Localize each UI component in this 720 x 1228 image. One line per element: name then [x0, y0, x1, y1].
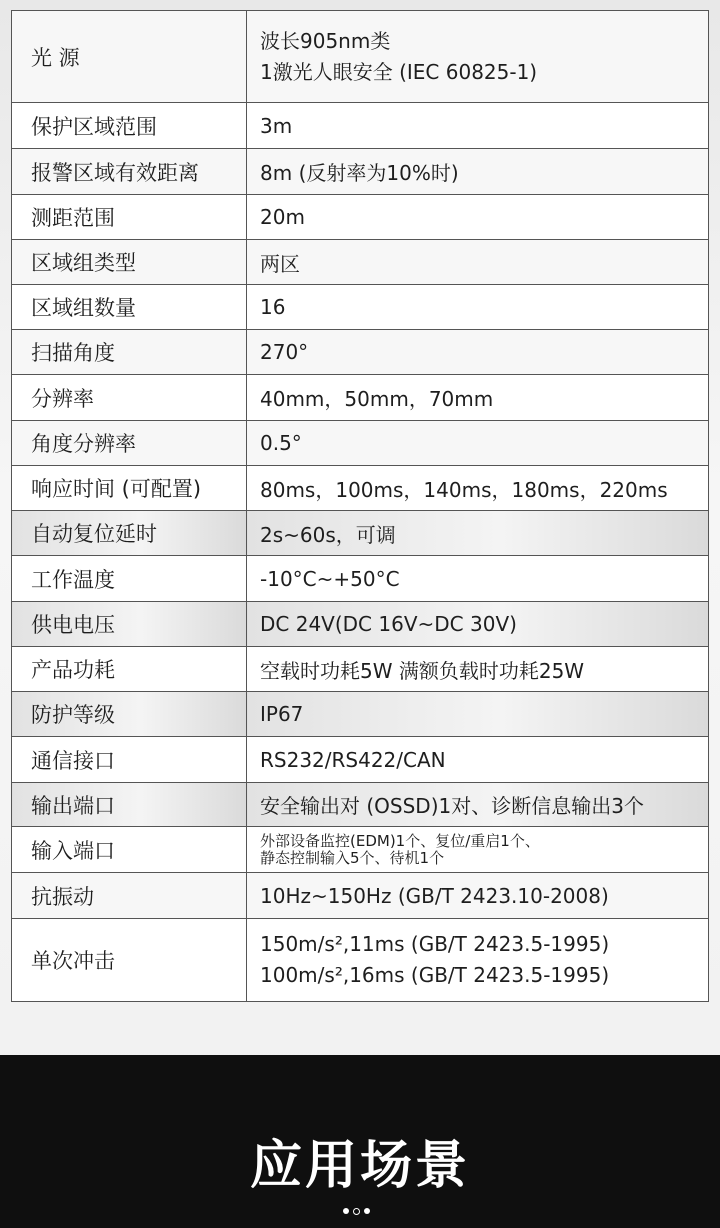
spec-row-alarm-distance: [12, 149, 709, 195]
spec-label: 报警区域有效距离: [12, 149, 247, 195]
spec-row-shock: [12, 919, 709, 1002]
spec-row-resolution: [12, 375, 709, 421]
spec-value: 3m: [247, 103, 709, 149]
spec-row-protection-class: [12, 692, 709, 737]
spec-label: 产品功耗: [12, 647, 247, 692]
spec-row-temperature: [12, 556, 709, 602]
spec-row-supply-voltage: [12, 602, 709, 647]
spec-label: 测距范围: [12, 195, 247, 240]
spec-value: -10°C~+50°C: [247, 556, 709, 602]
spec-row-response-time: [12, 466, 709, 511]
spec-value-line: 波长905nm类: [260, 28, 391, 53]
spec-value: 16: [247, 285, 709, 330]
spec-label: 单次冲击: [12, 919, 247, 1002]
spec-value: 270°: [247, 330, 709, 375]
banner-title: 应用场景: [249, 1136, 470, 1196]
spec-label: 扫描角度: [12, 330, 247, 375]
carousel-dot-icon[interactable]: [343, 1208, 349, 1214]
spec-row-light-source: [12, 11, 709, 103]
spec-label: 抗振动: [12, 873, 247, 919]
application-banner: [0, 1055, 720, 1228]
spec-row-vibration: [12, 873, 709, 919]
spec-value-line: 静态控制输入5个、待机1个: [260, 848, 445, 867]
spec-value: [247, 11, 709, 103]
spec-value-line: 外部设备监控(EDM)1个、复位/重启1个、: [260, 831, 540, 850]
spec-value-line: 100m/s²,16ms (GB/T 2423.5-1995): [260, 963, 610, 987]
spec-label: 通信接口: [12, 737, 247, 783]
spec-label: 响应时间 (可配置): [12, 466, 247, 511]
spec-row-zone-type: [12, 240, 709, 285]
spec-label: 防护等级: [12, 692, 247, 737]
spec-value: [247, 827, 709, 873]
spec-label: 输出端口: [12, 783, 247, 827]
spec-value: 两区: [247, 240, 709, 285]
carousel-dots: [343, 1205, 383, 1217]
spec-value: 8m (反射率为10%时): [247, 149, 709, 195]
spec-row-ranging: [12, 195, 709, 240]
spec-value: 空载时功耗5W 满额负载时功耗25W: [247, 647, 709, 692]
spec-label: 角度分辨率: [12, 421, 247, 466]
spec-row-auto-reset: [12, 511, 709, 556]
spec-value-line: 150m/s²,11ms (GB/T 2423.5-1995): [260, 932, 610, 956]
spec-label: 区域组数量: [12, 285, 247, 330]
spec-row-power: [12, 647, 709, 692]
spec-row-scan-angle: [12, 330, 709, 375]
carousel-dot-icon[interactable]: [364, 1208, 370, 1214]
spec-value: 0.5°: [247, 421, 709, 466]
spec-value: 安全输出对 (OSSD)1对、诊断信息输出3个: [247, 783, 709, 827]
spec-value: 2s~60s，可调: [247, 511, 709, 556]
spec-label: 供电电压: [12, 602, 247, 647]
spec-row-zone-count: [12, 285, 709, 330]
spec-row-angular-resolution: [12, 421, 709, 466]
carousel-dot-active-icon[interactable]: [353, 1208, 360, 1215]
spec-value: IP67: [247, 692, 709, 737]
spec-label: 工作温度: [12, 556, 247, 602]
spec-table: [11, 10, 709, 1002]
spec-label: 分辨率: [12, 375, 247, 421]
spec-row-communication: [12, 737, 709, 783]
spec-value: 80ms，100ms，140ms，180ms，220ms: [247, 466, 709, 511]
spec-row-output-port: [12, 783, 709, 827]
spec-value: 10Hz~150Hz (GB/T 2423.10-2008): [247, 873, 709, 919]
spec-label: 自动复位延时: [12, 511, 247, 556]
spec-value-line: 1激光人眼安全 (IEC 60825-1): [260, 59, 538, 84]
spec-label: 光 源: [12, 11, 247, 103]
spec-value: 20m: [247, 195, 709, 240]
spec-value: 40mm，50mm，70mm: [247, 375, 709, 421]
spec-label: 区域组类型: [12, 240, 247, 285]
spec-row-input-port: [12, 827, 709, 873]
spec-value: [247, 919, 709, 1002]
spec-row-protection-range: [12, 103, 709, 149]
spec-value: RS232/RS422/CAN: [247, 737, 709, 783]
spec-value: DC 24V(DC 16V~DC 30V): [247, 602, 709, 647]
spec-label: 保护区域范围: [12, 103, 247, 149]
spec-label: 输入端口: [12, 827, 247, 873]
